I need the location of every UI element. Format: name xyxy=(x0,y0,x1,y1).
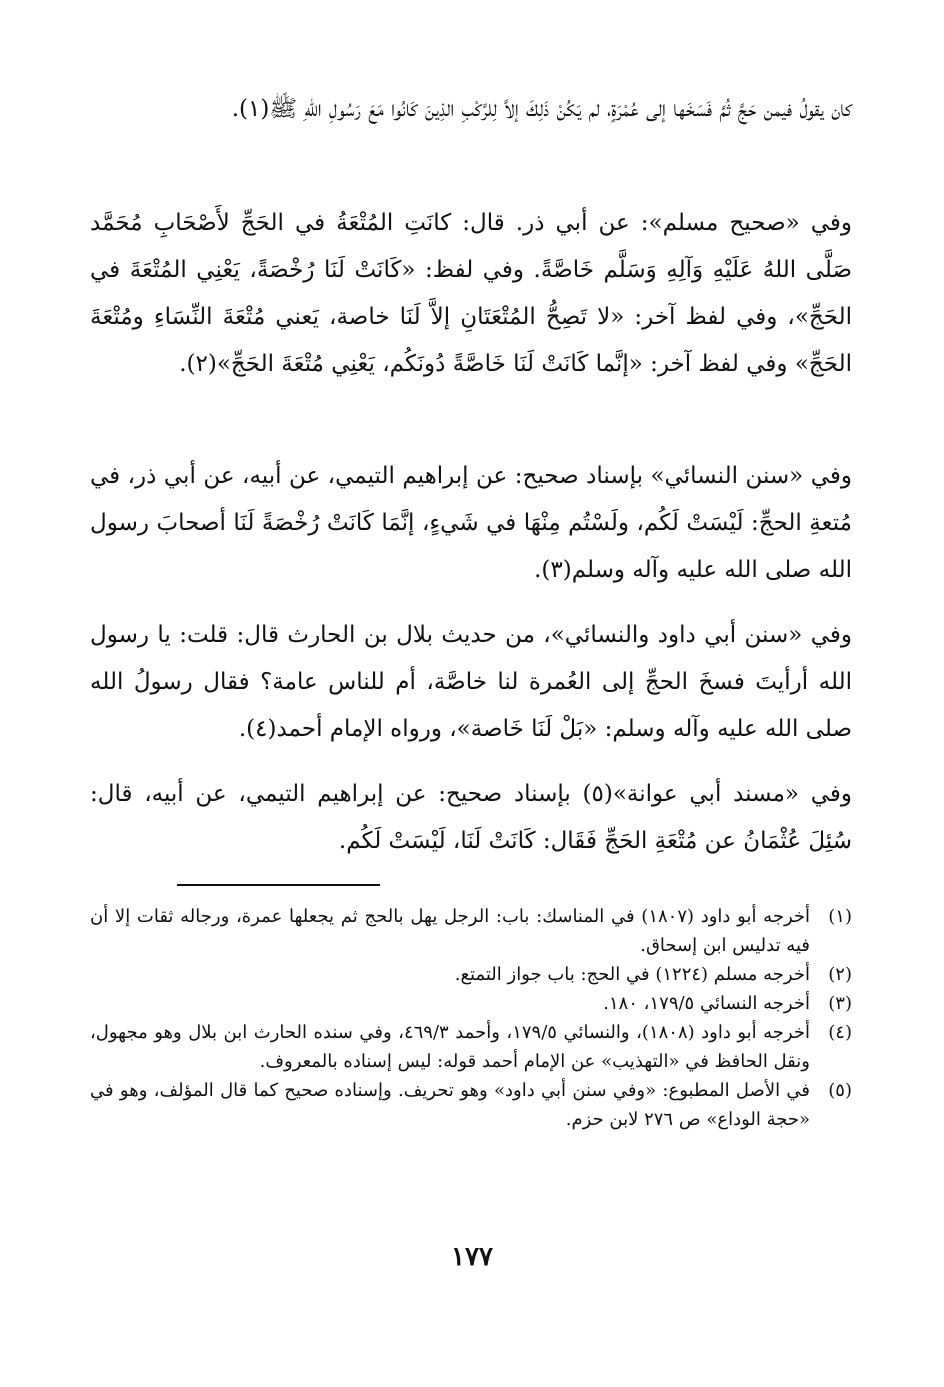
footnote-item xyxy=(90,902,852,960)
footnote-number: (٣) xyxy=(828,993,852,1014)
footnote-text: أخرجه النسائي ١٧٩/٥، ١٨٠. xyxy=(603,993,810,1014)
footnote-item xyxy=(90,1018,852,1076)
footnote-text: أخرجه مسلم (١٢٢٤) في الحج: باب جواز التمتع. xyxy=(454,964,810,985)
body-paragraph-2: وفي «صحيح مسلم»: عن أبي ذر. قال: كانَتِ المُتْعَةُ في الحَجِّ لأَصْحَابِ مُحَمَّد صَلَّى اللهُ عَلَيْهِ وَآلِهِ وَسَلَّم خَاصَّةً. وفي لفظ: «كَانَتْ لَنَا رُخْصَةً، يَعْنِي المُتْعَةَ في الحَجِّ»، وفي لفظ آخر: «لا تَصِحُّ المُتْعَتَانِ إلاَّ لَنَا خاصة، يَعني مُتْعَةَ النِّسَاءِ ومُتْعَةَ الحَجِّ» وفي لفظ آخر: «إنَّما كَانَتْ لَنَا خَاصَّةً دُونَكُم، يَعْنِي مُتْعَةَ الحَجِّ»(٢). xyxy=(90,210,852,377)
footnote-number: (٢) xyxy=(828,964,852,985)
footnote-item xyxy=(90,1076,852,1134)
footnote-number: (٤) xyxy=(828,1022,852,1043)
body-paragraph-4: وفي «سنن أبي داود والنسائي»، من حديث بلال بن الحارث قال: قلت: يا رسول الله أرأيتَ فسخَ الحجِّ إلى العُمرة لنا خاصَّة، أم للناس عامة؟ فقال رسولُ الله صلى الله عليه وآله وسلم: «بَلْ لَنَا خَاصة»، ورواه الإمام أحمد(٤). xyxy=(90,622,852,742)
footnote-item xyxy=(90,960,852,989)
body-paragraph-1: كان يقولُ فيمن حَجَّ ثُمَّ فَسَخَها إلى عُمْرَةٍ، لم يَكُنْ ذَلِكَ إلاَّ لِلرَّكْبِ الذِينَ كَانُوا مَعَ رَسُولِ اللّهِ ﷺ(١). xyxy=(231,96,852,122)
body-paragraph-3: وفي «سنن النسائي» بإسناد صحيح: عن إبراهيم التيمي، عن أبيه، عن أبي ذر، في مُتعةِ الحجِّ: لَيْسَتْ لَكُم، ولَسْتُم مِنْهَا في شَيءٍ، إنَّمَا كَانَتْ رُخْصَةً لَنَا أصحابَ رسول الله صلى الله عليه وآله وسلم(٣). xyxy=(90,463,852,583)
body-paragraph-5: وفي «مسند أبي عوانة»(٥) بإسناد صحيح: عن إبراهيم التيمي، عن أبيه، قال: سُئِلَ عُثْمَانُ عن مُتْعَةِ الحَجِّ فَقَال: كَانَتْ لَنَا، لَيْسَتْ لَكُم. xyxy=(90,781,853,854)
footnote-number: (١) xyxy=(828,906,852,927)
footnote-separator xyxy=(177,884,380,886)
footnotes-list xyxy=(90,902,852,1134)
footnote-text: أخرجه أبو داود (١٨٠٧) في المناسك: باب: الرجل يهل بالحج ثم يجعلها عمرة، ورجاله ثقات إلا أن فيه تدليس ابن إسحاق. xyxy=(90,906,810,956)
page-number: ١٧٧ xyxy=(451,1242,493,1272)
footnote-text: في الأصل المطبوع: «وفي سنن أبي داود» وهو تحريف. وإسناده صحيح كما قال المؤلف، وهو في «حجة الوداع» ص ٢٧٦ لابن حزم. xyxy=(90,1080,811,1130)
footnote-item xyxy=(90,989,852,1018)
footnote-number: (٥) xyxy=(828,1080,852,1101)
footnote-text: أخرجه أبو داود (١٨٠٨)، والنسائي ١٧٩/٥، وأحمد ٤٦٩/٣، وفي سنده الحارث ابن بلال وهو مجهول، ونقل الحافظ في «التهذيب» عن الإمام أحمد قوله: ليس إسناده بالمعروف. xyxy=(90,1022,810,1072)
